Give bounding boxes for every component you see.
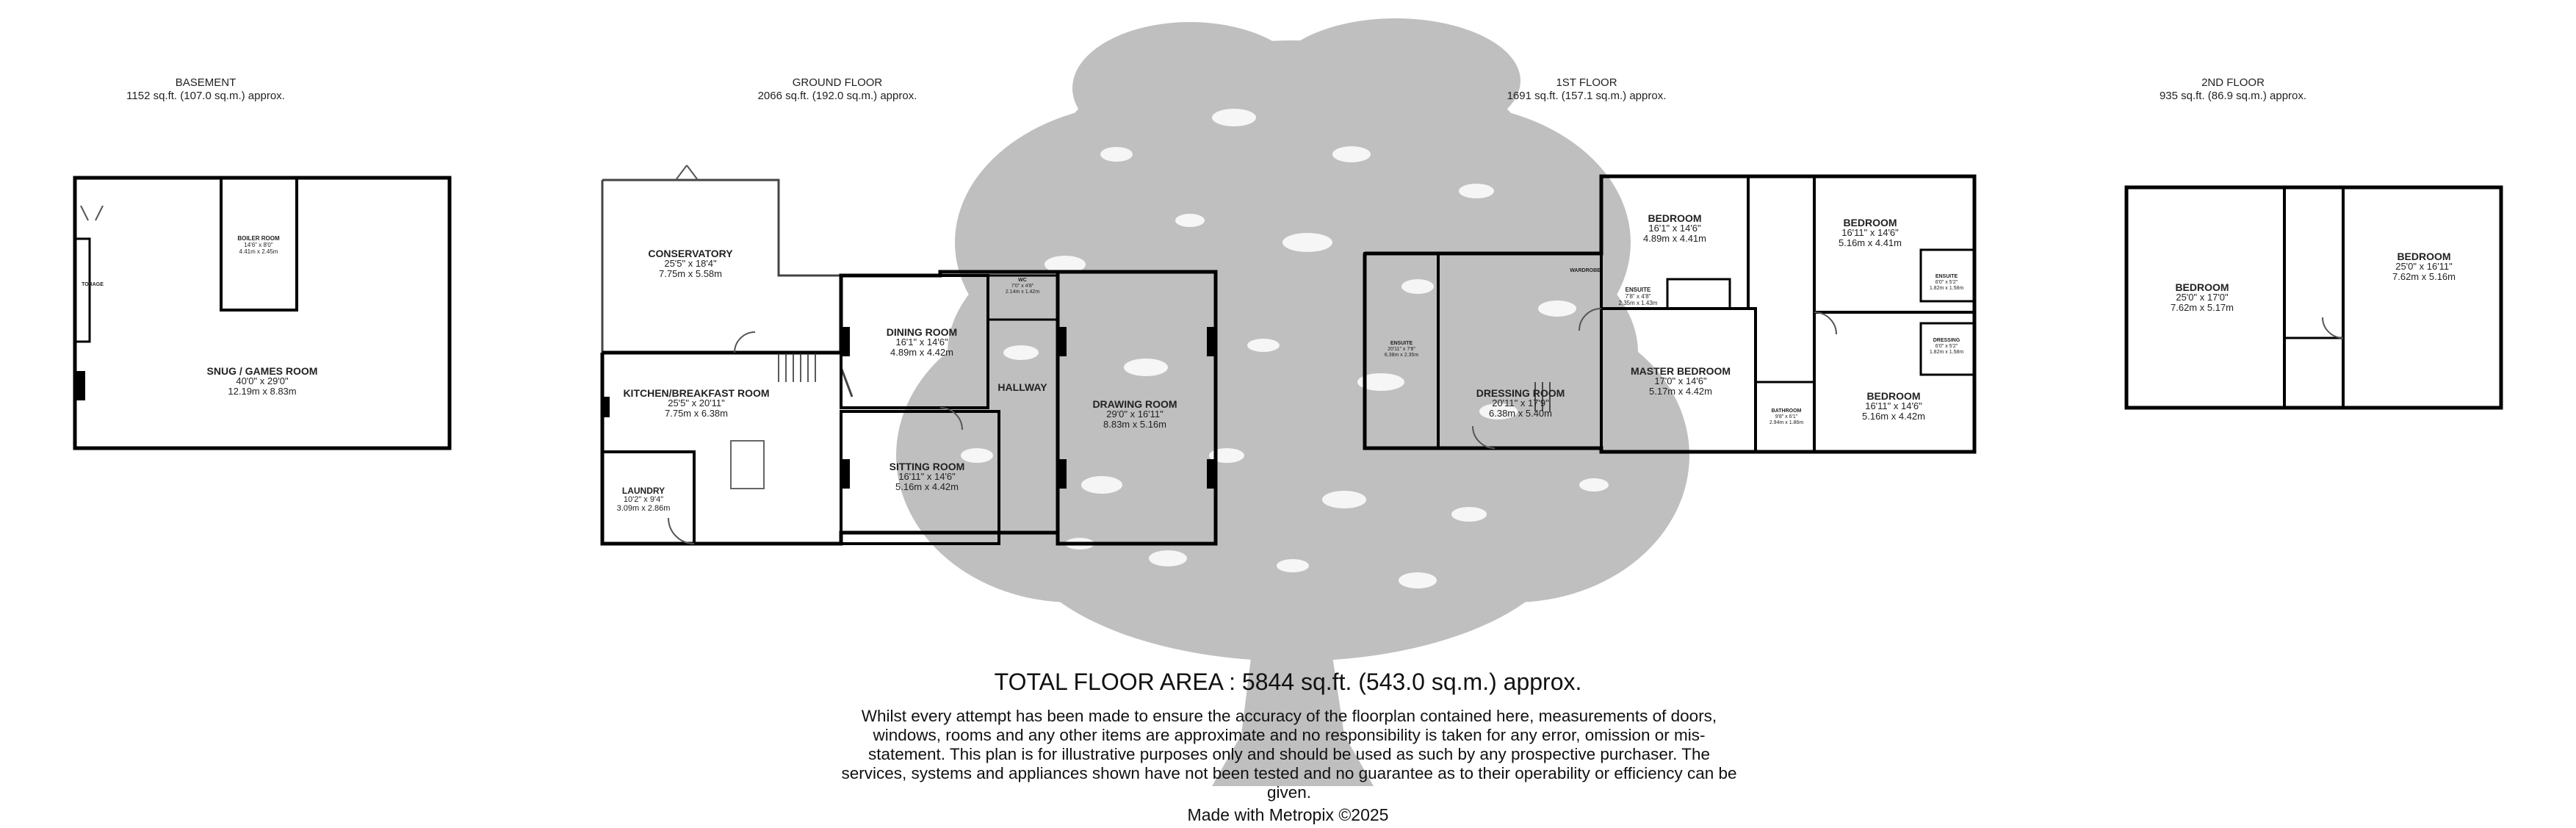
- room-hallway: [997, 382, 1047, 392]
- room-ensuite2-name: ENSUITE: [1625, 287, 1651, 293]
- room-wardrobe-name: WARDROBE: [1570, 268, 1601, 273]
- second-stair: [2284, 338, 2343, 408]
- room-laundry-imperial: 10'2" x 9'4": [623, 495, 664, 504]
- room-ensuite3-imperial: 6'0" x 5'2": [1935, 280, 1958, 285]
- room-bed2-name: BEDROOM: [1843, 217, 1897, 228]
- room-bed2-imperial: 16'11" x 14'6": [1841, 227, 1899, 238]
- basement-outline: [75, 178, 450, 448]
- room-bed5-imperial: 25'0" x 16'11": [2395, 261, 2453, 272]
- room-storage-name: TORAGE: [82, 282, 104, 287]
- room-bed2-metric: 5.16m x 4.41m: [1839, 237, 1902, 248]
- room-bed4-name: BEDROOM: [2175, 281, 2229, 293]
- room-drawing-metric: 8.83m x 5.16m: [1103, 419, 1166, 430]
- room-bed1-metric: 4.89m x 4.41m: [1643, 233, 1706, 244]
- room-conservatory-name: CONSERVATORY: [648, 248, 733, 259]
- room-ensuite3-metric: 1.82m x 1.58m: [1929, 286, 1964, 291]
- metropix-credit: Made with Metropix ©2025: [1187, 805, 1389, 824]
- room-dressing2: [1930, 338, 1963, 356]
- room-boiler-metric: 4.41m x 2.45m: [239, 248, 278, 255]
- room-dressing-imperial: 20'11" x 17'9": [1492, 397, 1549, 408]
- kitchen-island: [731, 441, 764, 489]
- conservatory-walls: [602, 180, 852, 397]
- room-bed1-imperial: 16'1" x 14'6": [1648, 223, 1701, 234]
- room-kitchen-imperial: 25'5" x 20'11": [668, 397, 725, 408]
- room-ensuite1-metric: 6.38m x 2.35m: [1384, 353, 1419, 358]
- room-snug-name: SNUG / GAMES ROOM: [206, 365, 318, 377]
- basement-title: BASEMENT: [175, 76, 237, 89]
- disclaimer-text: Whilst every attempt has been made to ensure the accuracy of the floorplan contained here, measurements of doors, windows, rooms and any other items are approximate and no responsibility is taken for any error, omission or mis-statement. This plan is for illustrative purposes only and should be used as such by any prospective purchaser. The services, systems and appliances shown have not been tested and no guarantee as to their operability or efficiency can be given.: [841, 707, 1737, 802]
- room-ensuite2: [1619, 287, 1658, 306]
- room-drawing-name: DRAWING ROOM: [1092, 398, 1177, 410]
- room-sitting-imperial: 16'11" x 14'6": [898, 471, 956, 482]
- basement-area: 1152 sq.ft. (107.0 sq.m.) approx.: [126, 90, 285, 102]
- room-dressing-metric: 6.38m x 5.40m: [1488, 408, 1552, 419]
- bed3-walls: [1814, 312, 1974, 452]
- room-laundry-name: LAUNDRY: [621, 486, 665, 496]
- room-laundry: [617, 486, 671, 513]
- room-master-imperial: 17'0" x 14'6": [1654, 375, 1707, 386]
- room-laundry-metric: 3.09m x 2.86m: [616, 504, 671, 513]
- room-wc-imperial: 7'0" x 4'8": [1011, 284, 1034, 289]
- first-title: 1ST FLOOR: [1556, 76, 1617, 89]
- room-kitchen-name: KITCHEN/BREAKFAST ROOM: [623, 387, 770, 399]
- room-boiler-imperial: 14'6" x 8'0": [244, 242, 273, 248]
- room-bed5-metric: 7.62m x 5.16m: [2392, 271, 2456, 282]
- second-area: 935 sq.ft. (86.9 sq.m.) approx.: [2159, 90, 2307, 102]
- room-hallway-name: HALLWAY: [997, 381, 1047, 393]
- room-ensuite3-name: ENSUITE: [1935, 274, 1958, 279]
- room-boiler-name: BOILER ROOM: [237, 235, 280, 242]
- room-dressing: [1476, 388, 1565, 419]
- room-kitchen: [623, 388, 769, 419]
- room-dining-name: DINING ROOM: [886, 326, 958, 338]
- total-floor-area: TOTAL FLOOR AREA : 5844 sq.ft. (543.0 sq.m.) approx.: [994, 669, 1582, 695]
- room-bed2: [1839, 217, 1902, 248]
- room-conservatory: [648, 248, 732, 279]
- room-bed4-imperial: 25'0" x 17'0": [2176, 292, 2229, 303]
- room-sitting: [890, 461, 965, 492]
- room-boiler: [237, 235, 279, 255]
- basement-heading: [95, 76, 316, 103]
- room-wc-metric: 2.14m x 1.42m: [1005, 289, 1040, 295]
- ground-title: GROUND FLOOR: [792, 76, 883, 89]
- room-dining: [887, 327, 957, 358]
- room-master-name: MASTER BEDROOM: [1630, 365, 1731, 377]
- room-ensuite2-imperial: 7'8" x 4'8": [1625, 293, 1651, 300]
- ground-heading: [727, 76, 948, 103]
- room-bed5: [2392, 251, 2456, 282]
- room-wardrobe: [1570, 268, 1601, 274]
- room-bathroom-name: BATHROOM: [1771, 408, 1802, 414]
- room-sitting-name: SITTING ROOM: [889, 461, 965, 472]
- room-conservatory-metric: 7.75m x 5.58m: [658, 268, 722, 279]
- room-bed4: [2171, 282, 2234, 313]
- room-sitting-metric: 5.16m x 4.42m: [895, 481, 959, 492]
- room-bed4-metric: 7.62m x 5.17m: [2171, 302, 2234, 313]
- room-wc: [1006, 278, 1039, 295]
- room-snug-imperial: 40'0" x 29'0": [236, 375, 289, 386]
- room-bed5-name: BEDROOM: [2397, 251, 2451, 262]
- second-heading: [2123, 76, 2343, 103]
- room-ensuite3: [1930, 274, 1963, 292]
- room-ensuite2-metric: 2.35m x 1.43m: [1618, 300, 1658, 306]
- room-dining-imperial: 16'1" x 14'6": [895, 336, 948, 348]
- room-master-metric: 5.17m x 4.42m: [1649, 386, 1712, 397]
- room-drawing: [1092, 399, 1177, 430]
- room-bed3-imperial: 16'11" x 14'6": [1865, 400, 1922, 411]
- room-ensuite1-imperial: 20'11" x 7'8": [1388, 347, 1415, 352]
- room-bathroom-metric: 2.94m x 1.86m: [1769, 420, 1804, 425]
- room-wc-name: WC: [1018, 278, 1027, 283]
- first-area: 1691 sq.ft. (157.1 sq.m.) approx.: [1507, 90, 1667, 102]
- room-dining-metric: 4.89m x 4.42m: [890, 347, 953, 358]
- room-bed1-name: BEDROOM: [1648, 212, 1702, 224]
- room-dressing2-name: DRESSING: [1933, 338, 1960, 343]
- room-ensuite1: [1385, 341, 1418, 359]
- ground-area: 2066 sq.ft. (192.0 sq.m.) approx.: [757, 90, 917, 102]
- room-bathroom-imperial: 9'8" x 6'1": [1775, 414, 1798, 420]
- room-kitchen-metric: 7.75m x 6.38m: [665, 408, 728, 419]
- room-drawing-imperial: 29'0" x 16'11": [1106, 408, 1163, 420]
- room-bed3: [1862, 391, 1925, 422]
- storage-walls: [75, 239, 90, 342]
- room-ensuite1-name: ENSUITE: [1390, 341, 1413, 346]
- room-snug-metric: 12.19m x 8.83m: [228, 386, 297, 397]
- room-storage: [82, 282, 104, 288]
- room-bed1: [1643, 213, 1706, 244]
- ensuite2-walls: [1667, 279, 1730, 309]
- room-bathroom: [1769, 408, 1803, 426]
- room-snug: [207, 366, 318, 397]
- room-conservatory-imperial: 25'5" x 18'4": [664, 258, 717, 269]
- room-master: [1631, 366, 1731, 397]
- room-bed3-metric: 5.16m x 4.42m: [1862, 411, 1925, 422]
- room-bed3-name: BEDROOM: [1866, 390, 1921, 402]
- room-dressing2-metric: 1.82m x 1.58m: [1929, 350, 1964, 355]
- first-heading: [1476, 76, 1697, 103]
- room-dressing2-imperial: 6'0" x 5'2": [1935, 344, 1958, 349]
- second-title: 2ND FLOOR: [2201, 76, 2265, 89]
- room-dressing-name: DRESSING ROOM: [1476, 387, 1565, 399]
